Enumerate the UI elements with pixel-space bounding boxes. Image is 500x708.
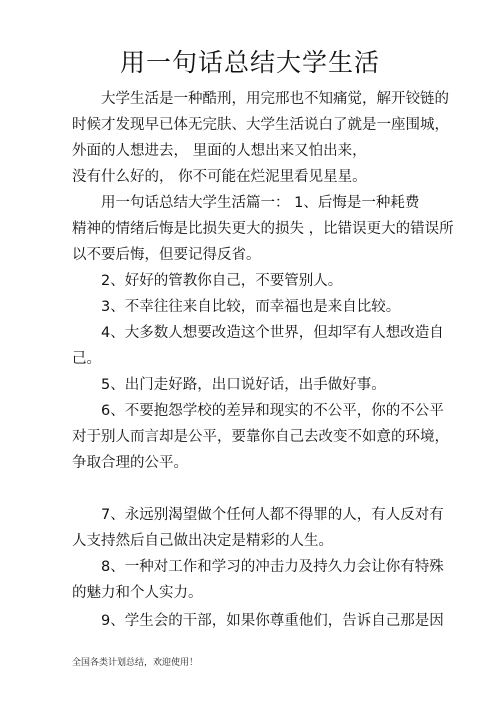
- text-line-15: 争取合理的公平。: [72, 455, 188, 471]
- document-title: 用一句话总结大学生活: [119, 48, 380, 77]
- text-line-2: 时候才发现早已体无完肤、大学生活说白了就是一座围城，: [72, 117, 449, 133]
- text-line-5: 用一句话总结大学生活篇一： 1、后悔是一种耗费: [101, 195, 420, 211]
- text-line-6: 精神的情绪后悔是比损失更大的损失 ，比错误更大的错误所: [72, 221, 454, 237]
- text-line-7: 以不要后悔，但要记得反省。: [72, 247, 261, 263]
- text-line-11: 己。: [72, 351, 101, 367]
- text-line-14: 对于别人而言却是公平，要靠你自己去改变不如意的环境，: [72, 429, 449, 445]
- page-footer: 全国各类计划总结，欢迎使用！: [72, 658, 199, 668]
- text-line-9: 3、不幸往往来自比较，而幸福也是来自比较。: [101, 299, 401, 315]
- text-line-10: 4、大多数人想要改造这个世界，但却罕有人想改造自: [101, 325, 444, 341]
- text-line-20: 9、学生会的干部，如果你尊重他们，告诉自己那是因: [101, 613, 444, 629]
- text-line-8: 2、好好的管教你自己，不要管别人。: [101, 273, 343, 289]
- text-line-1: 大学生活是一种酷刑，用完邢也不知痛觉，解开铰链的: [101, 91, 449, 107]
- text-line-4: 没有什么好的， 你不可能在烂泥里看见星星。: [72, 169, 367, 185]
- text-line-12: 5、出门走好路，出口说好话，出手做好事。: [101, 377, 386, 393]
- text-line-17: 人支持然后自己做出决定是精彩的人生。: [72, 533, 333, 549]
- text-line-3: 外面的人想进去， 里面的人想出来又怕出来，: [72, 143, 367, 159]
- text-line-19: 的魅力和个人实力。: [72, 585, 203, 601]
- text-line-13: 6、不要抱怨学校的差异和现实的不公平，你的不公平: [101, 403, 444, 419]
- text-line-16: 7、永远别渴望做个任何人都不得罪的人，有人反对有: [101, 507, 444, 523]
- text-line-18: 8、一种对工作和学习的冲击力及持久力会让你有特殊: [101, 559, 444, 575]
